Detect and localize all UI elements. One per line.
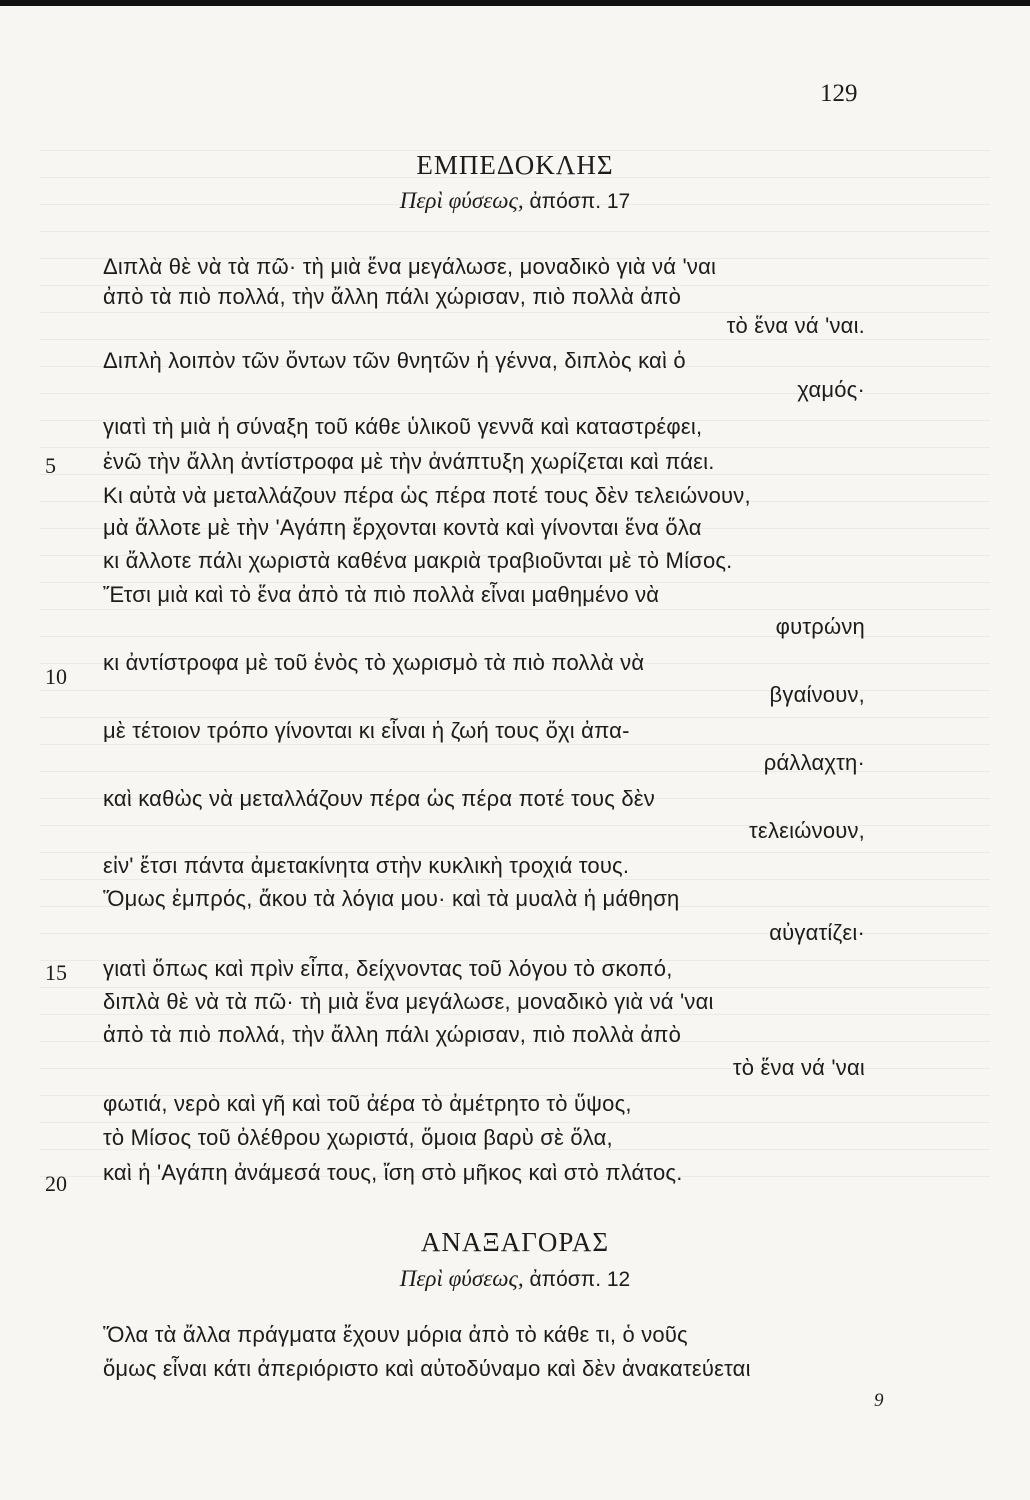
poem-line: φωτιά, νερὸ καὶ γῆ καὶ τοῦ ἀέρα τὸ ἀμέτρητο τὸ ὕψος, [103,1091,632,1116]
poem-line: κι ἄλλοτε πάλι χωριστὰ καθένα μακριὰ τραβιοῦνται μὲ τὸ Μίσος. [103,548,733,573]
poem-line: τὸ ἕνα νά 'ναι [732,1055,865,1080]
fragment-number: ἀπόσπ. 12 [529,1268,631,1291]
poem-line: καὶ καθὼς νὰ μεταλλάζουν πέρα ὡς πέρα ποτέ τους δὲν [103,786,656,811]
poem-line: τὸ ἕνα νά 'ναι. [726,313,865,338]
poem-line: Κι αὐτὰ νὰ μεταλλάζουν πέρα ὡς πέρα ποτέ τους δὲν τελειώνουν, [103,483,751,508]
poem-line: ἐνῶ τὴν ἄλλη ἀντίστροφα μὲ τὴν ἀνάπτυξη χωρίζεται καὶ πάει. [103,449,715,474]
poem-line: χαμός· [797,377,865,402]
top-border [0,0,1030,6]
poem-line: ἀπὸ τὰ πιὸ πολλά, τὴν ἄλλη πάλι χώρισαν, πιὸ πολλὰ ἀπὸ [103,284,682,309]
line-number: 15 [45,960,67,985]
poem-line: γιατὶ τὴ μιὰ ἡ σύναξη τοῦ κάθε ὑλικοῦ γεννᾶ καὶ καταστρέφει, [103,414,703,439]
poem-line: Διπλὰ θὲ νὰ τὰ πῶ· τὴ μιὰ ἕνα μεγάλωσε, μοναδικὸ γιὰ νά 'ναι [103,254,717,279]
poem-line: φυτρώνη [775,614,865,639]
poem-line: βγαίνουν, [769,682,865,707]
source-title: Περὶ φύσεως, [399,1266,524,1291]
source-reference-empedocles [0,188,1030,214]
poem-line: Ὅμως ἐμπρός, ἄκου τὰ λόγια μου· καὶ τὰ μυαλὰ ἡ μάθηση [103,886,680,911]
poem-line: Διπλὴ λοιπὸν τῶν ὄντων τῶν θνητῶν ἡ γέννα, διπλὸς καὶ ὁ [103,348,686,373]
poem-line: καὶ ἡ 'Αγάπη ἀνάμεσά τους, ἴση στὸ μῆκος καὶ στὸ πλάτος. [103,1160,683,1185]
poem-line: τὸ Μίσος τοῦ ὀλέθρου χωριστά, ὅμοια βαρὺ σὲ ὅλα, [103,1125,613,1150]
fragment-number: ἀπόσπ. 17 [529,190,631,213]
poem-line: γιατὶ ὅπως καὶ πρὶν εἶπα, δείχνοντας τοῦ λόγου τὸ σκοπό, [103,956,673,981]
poem-line: μὲ τέτοιον τρόπο γίνονται κι εἶναι ἡ ζωή τους ὄχι ἀπα- [103,718,630,743]
poem-line: αὐγατίζει· [769,920,865,945]
source-title: Περὶ φύσεως, [399,188,524,213]
prose-line: Ὅλα τὰ ἄλλα πράγματα ἔχουν μόρια ἀπὸ τὸ κάθε τι, ὁ νοῦς [103,1322,688,1347]
poem-line: Ἔτσι μιὰ καὶ τὸ ἕνα ἀπὸ τὰ πιὸ πολλὰ εἶναι μαθημένο νὰ [103,582,660,607]
poem-line: διπλὰ θὲ νὰ τὰ πῶ· τὴ μιὰ ἕνα μεγάλωσε, μοναδικὸ γιὰ νά 'ναι [103,989,714,1014]
source-reference-anaxagoras [0,1266,1030,1292]
poem-line: ράλλαχτη· [763,750,865,775]
poem-line: κι ἀντίστροφα μὲ τοῦ ἑνὸς τὸ χωρισμὸ τὰ πιὸ πολλὰ νὰ [103,650,645,675]
section-title-empedocles: ΕΜΠΕΔΟΚΛΗΣ [416,150,614,180]
signature-mark: 9 [874,1390,884,1411]
section-title-anaxagoras: ΑΝΑΞΑΓΟΡΑΣ [420,1227,610,1257]
poem-line: ἀπὸ τὰ πιὸ πολλά, τὴν ἄλλη πάλι χώρισαν, πιὸ πολλὰ ἀπὸ [103,1022,682,1047]
poem-line: εἰν' ἔτσι πάντα ἀμετακίνητα στὴν κυκλικὴ τροχιά τους. [103,853,630,878]
poem-line: τελειώνουν, [749,818,865,843]
poem-line: μὰ ἄλλοτε μὲ τὴν 'Αγάπη ἔρχονται κοντὰ καὶ γίνονται ἕνα ὅλα [103,515,702,540]
page-number: 129 [820,80,858,107]
line-number: 20 [45,1171,67,1196]
line-number: 10 [45,664,67,689]
line-number: 5 [45,453,56,478]
prose-line: ὅμως εἶναι κάτι ἀπεριόριστο καὶ αὐτοδύναμο καὶ δὲν ἀνακατεύεται [103,1356,751,1381]
